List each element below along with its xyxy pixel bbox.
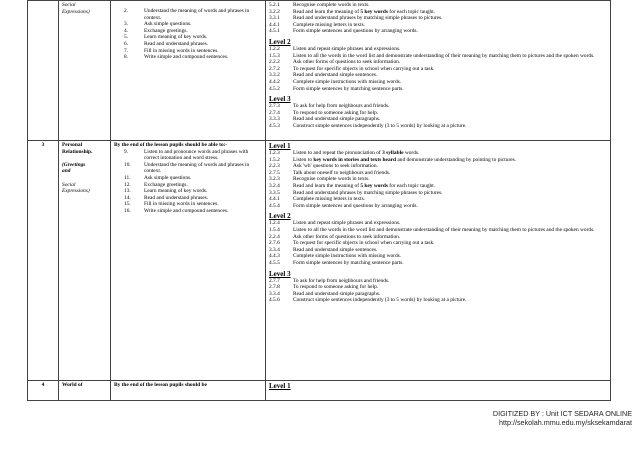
standard-text (293, 240, 607, 247)
standard-text (293, 163, 607, 170)
standard-item (269, 110, 607, 117)
standard-text-main: Construct simple sentences independently (3 to 5 words) by looking at a picture. (293, 122, 467, 129)
week-row (28, 141, 611, 381)
standard-text (293, 86, 607, 93)
standard-text-end: for each topic taught. (387, 8, 436, 15)
standard-text-main: Complete missing letters in texts. (293, 196, 366, 203)
theme-cell (59, 141, 111, 381)
standard-item (269, 260, 607, 267)
standard-keyword: key words in stories and texts heard (313, 156, 397, 163)
objective-number: 11. (124, 174, 131, 181)
standard-item (269, 103, 607, 110)
standard-text (293, 183, 607, 190)
standard-text-main: Complete missing letters in texts. (293, 21, 366, 28)
objective-number: 15. (124, 201, 131, 208)
standard-item (269, 220, 607, 227)
standard-text (293, 103, 607, 110)
standard-text-main: Read and understand simple sentences. (293, 72, 378, 79)
standard-code: 3.3.5 (269, 189, 280, 196)
objective-item (124, 48, 262, 55)
objective-text: Understand the meaning of words and phrases in context. (144, 8, 250, 21)
standard-item (269, 86, 607, 93)
objective-number: 14. (124, 194, 131, 201)
standard-code: 1.5.4 (269, 226, 280, 233)
objective-text: Understand the meaning of words and phrases in context. (144, 161, 250, 175)
standard-item (269, 22, 607, 29)
level-heading: Level 2 (269, 37, 291, 46)
objectives-cell (111, 1, 266, 141)
objectives-list (114, 8, 262, 61)
objectives-list (114, 149, 262, 215)
level-heading: Level 3 (269, 269, 291, 278)
objective-item (124, 34, 262, 41)
standard-text-main: Form simple sentences and questions by arranging words. (293, 202, 418, 209)
theme-line: Personal (62, 142, 83, 148)
standard-text-main: Ask other forms of questions to seek information. (293, 233, 401, 240)
objective-text: Exchange greetings. (144, 27, 188, 34)
standard-code: 4.5.6 (269, 297, 280, 304)
objective-number: 6. (124, 40, 129, 47)
standard-text-main: Read and learn the meaning of (293, 8, 361, 15)
standard-item (269, 240, 607, 247)
standard-text (293, 247, 607, 254)
standard-text-main: Listen to all the words in the word list and demonstrate understanding of their meaning by matching them to pictures and the spoken words. (293, 226, 595, 233)
theme-line: (Greetings (62, 161, 86, 168)
standard-text-end: for each topic taught. (387, 182, 436, 189)
standard-item (269, 163, 607, 170)
standard-item (269, 66, 607, 73)
standard-text-main: Complete simple instructions with missing words. (293, 253, 402, 260)
standard-keyword: 5 key words (360, 182, 388, 189)
standard-code: 1.5.3 (269, 52, 280, 59)
objective-text: Write simple and compound sentences. (144, 54, 229, 61)
week-row (28, 1, 611, 141)
standard-text (293, 66, 607, 73)
objective-item (124, 201, 262, 208)
level-heading: Level 2 (269, 212, 291, 221)
objective-number: 10. (124, 161, 131, 168)
standard-text-main: Talk about oneself to neighbours and friends. (293, 169, 391, 176)
standard-item (269, 227, 607, 234)
week-number: 4 (28, 381, 59, 401)
standard-code: 4.5.1 (269, 28, 280, 35)
standard-text (293, 15, 607, 22)
objective-number: 9. (124, 148, 129, 155)
standard-text-main: To respond to someone asking for help. (293, 284, 379, 291)
objectives-cell (111, 381, 266, 401)
digitized-footer (493, 409, 632, 427)
standard-code: 2.7.8 (269, 284, 280, 291)
standard-code: 3.3.4 (269, 246, 280, 253)
standard-text (293, 284, 607, 291)
standard-text (293, 72, 607, 79)
standard-text-main: To ask for help from neighbours and friends. (293, 277, 390, 284)
standard-text-main: Recognise complete words in texts. (293, 176, 370, 183)
standard-text (293, 110, 607, 117)
standard-item (269, 170, 607, 177)
standard-item (269, 183, 607, 190)
standard-text-main: Listen to and repeat the pronunciation of (293, 150, 383, 156)
standard-text-main: Listen and repeat simple phrases and expressions. (293, 45, 401, 52)
standard-item (269, 297, 607, 304)
standard-item (269, 284, 607, 291)
lesson-plan-table (27, 0, 611, 401)
objective-text: Learn meaning of key words. (144, 188, 208, 195)
objective-number: 12. (124, 181, 131, 188)
standard-code: 2.7.6 (269, 240, 280, 247)
objective-item (124, 41, 262, 48)
objective-number: 8. (124, 54, 129, 61)
theme-line: World of (62, 382, 83, 388)
objective-text: Listen to and pronounce words and phrases with correct intonation and word stress. (144, 148, 249, 162)
standard-text-main: To ask for help from neighbours and friends. (293, 103, 390, 110)
standard-text-main: To request for specific objects in school when carrying out a task. (293, 65, 435, 72)
standard-code: 3.2.4 (269, 182, 280, 189)
theme-line: Expressions) (62, 8, 90, 15)
objective-number: 13. (124, 188, 131, 195)
standard-item (269, 247, 607, 254)
standard-item (269, 116, 607, 123)
standard-code: 3.3.1 (269, 15, 280, 22)
objective-number: 4. (124, 27, 129, 34)
standard-text (293, 297, 607, 304)
learning-standards-cell (266, 1, 611, 141)
objective-number: 7. (124, 47, 129, 54)
standard-text (293, 46, 607, 53)
objective-number: 5. (124, 34, 129, 41)
standard-keyword: 5 key words (360, 8, 388, 15)
standard-item (269, 79, 607, 86)
standard-item (269, 72, 607, 79)
standard-code: 3.2.3 (269, 176, 280, 183)
objective-text: Ask simple questions. (144, 21, 192, 28)
standard-code: 3.3.4 (269, 290, 280, 297)
standard-text (293, 260, 607, 267)
standard-text-main: Read and learn the meaning of (293, 182, 361, 189)
standard-code: 1.5.2 (269, 156, 280, 163)
standard-text (293, 79, 607, 86)
standard-code: 5.2.1 (269, 2, 280, 8)
standard-item (269, 9, 607, 16)
theme-line: Social (62, 181, 76, 188)
standard-text-main: Listen to all the words in the word list and demonstrate understanding of their meaning by matching them to pictures and the spoken words. (293, 52, 595, 59)
objective-item (124, 208, 262, 215)
objective-text: Learn meaning of key words. (144, 34, 208, 41)
theme-line: Social (62, 2, 76, 8)
standard-text-main: Construct simple sentences independently (3 to 5 words) by looking at a picture. (293, 297, 467, 304)
standard-text (293, 28, 607, 35)
standard-code: 1.2.2 (269, 45, 280, 52)
standard-item (269, 176, 607, 183)
standard-text-main: Ask 'wh' questions to seek information. (293, 163, 378, 170)
week-number (28, 1, 59, 141)
standard-text-main: Read and understand simple paragraphs. (293, 116, 381, 123)
standard-item (269, 203, 607, 210)
standard-code: 2.2.2 (269, 59, 280, 66)
objective-item (124, 188, 262, 195)
objectives-heading: By the end of the lesson pupils should be (114, 382, 207, 388)
theme-line (62, 175, 107, 182)
objective-text: Ask simple questions. (144, 174, 192, 181)
standard-text-main: Complete simple instructions with missing words. (293, 78, 402, 85)
standard-code: 4.4.1 (269, 196, 280, 203)
standard-text (293, 150, 607, 157)
standard-text (293, 2, 607, 9)
level-heading: Level 1 (269, 142, 291, 150)
week-row (28, 381, 611, 401)
theme-line: Expressions) (62, 188, 90, 195)
lesson-plan-rows (28, 1, 611, 401)
standard-item (269, 190, 607, 197)
standard-text-main: Read and understand simple sentences. (293, 246, 378, 253)
learning-standards-cell (266, 141, 611, 381)
standard-text-main: Form simple sentences by matching sentence parts. (293, 85, 404, 92)
standard-code: 4.5.5 (269, 259, 280, 266)
standard-text (293, 190, 607, 197)
week-number: 3 (28, 141, 59, 381)
theme-line: Relationship. (62, 148, 93, 155)
level-heading: Level 1 (269, 382, 291, 390)
objective-text: Read and understand phrases. (144, 194, 209, 201)
standard-code: 2.7.2 (269, 65, 280, 72)
objective-item (124, 195, 262, 202)
standard-item (269, 2, 607, 9)
standard-item (269, 28, 607, 35)
standard-code: 4.5.2 (269, 85, 280, 92)
objective-text: Fill in missing words in sentences. (144, 201, 219, 208)
learning-standards-cell (266, 381, 611, 401)
standard-code: 4.5.4 (269, 202, 280, 209)
objective-item (124, 8, 262, 21)
objective-number: 16. (124, 207, 131, 214)
standard-code: 1.2.4 (269, 220, 280, 227)
theme-line (62, 155, 107, 162)
standard-item (269, 150, 607, 157)
standard-text (293, 123, 607, 130)
standard-code: 4.5.3 (269, 122, 280, 129)
standard-text-main: Ask other forms of questions to seek information. (293, 59, 401, 66)
standard-code: 3.3.3 (269, 116, 280, 123)
standard-text (293, 220, 607, 227)
standard-code: 3.2.2 (269, 8, 280, 15)
standard-text-main: Recognise complete words in texts. (293, 2, 370, 8)
standard-code: 1.2.3 (269, 150, 280, 156)
standard-code: 2.2.3 (269, 163, 280, 170)
standard-text (293, 196, 607, 203)
standard-text-main: Form simple sentences and questions by arranging words. (293, 28, 418, 35)
standard-text-main: To request for specific objects in school when carrying out a task. (293, 240, 435, 247)
theme-cell (59, 381, 111, 401)
standard-text-end: and demonstrate understanding by pointing to pictures. (396, 156, 517, 163)
objectives-cell (111, 141, 266, 381)
standard-text-main: Read and understand phrases by matching simple phrases to pictures. (293, 15, 443, 22)
standard-text (293, 22, 607, 29)
standard-text (293, 116, 607, 123)
standard-item (269, 123, 607, 130)
standard-text-main: Listen to (293, 156, 314, 163)
objective-text: Fill in missing words in sentences. (144, 47, 219, 54)
standard-code: 4.4.1 (269, 21, 280, 28)
standard-text (293, 59, 607, 66)
objectives-heading: By the end of the lesson pupils should be able to:- (114, 142, 228, 148)
footer-credit: DIGITIZED BY : Unit ICT SEDARA ONLINE (492, 409, 632, 418)
standard-text-main: Read and understand phrases by matching simple phrases to pictures. (293, 189, 443, 196)
standard-text-main: Read and understand simple paragraphs. (293, 290, 381, 297)
standard-text (293, 253, 607, 260)
standard-code: 2.7.5 (269, 169, 280, 176)
standard-code: 2.7.3 (269, 103, 280, 110)
standard-text-main: To respond to someone asking for help. (293, 109, 379, 116)
standard-text-main: Form simple sentences by matching sentence parts. (293, 259, 404, 266)
objective-item (124, 162, 262, 175)
standard-text-end: words. (403, 150, 420, 156)
standard-code: 4.4.2 (269, 78, 280, 85)
objective-text: Exchange greetings. (144, 181, 188, 188)
level-heading: Level 3 (269, 95, 291, 104)
standard-code: 3.3.2 (269, 72, 280, 79)
objective-number: 3. (124, 21, 129, 28)
standard-text (293, 203, 607, 210)
objective-item (124, 21, 262, 28)
objective-item (124, 175, 262, 182)
standard-keyword: 3 syllable (382, 150, 404, 156)
standard-text (293, 9, 607, 16)
objective-item (124, 54, 262, 61)
theme-cell (59, 1, 111, 141)
standard-item (269, 15, 607, 22)
standard-text (293, 170, 607, 177)
standard-text (293, 227, 607, 234)
standard-item (269, 253, 607, 260)
footer-url[interactable]: http://sekolah.mmu.edu.my/sksekamdarat (498, 418, 632, 427)
objective-number: 2. (124, 8, 129, 14)
standard-code: 2.7.7 (269, 277, 280, 284)
standard-code: 2.2.4 (269, 233, 280, 240)
objective-text: Read and understand phrases. (144, 40, 209, 47)
standard-code: 4.4.3 (269, 253, 280, 260)
standard-code: 2.7.4 (269, 109, 280, 116)
objective-text: Write simple and compound sentences. (144, 207, 229, 214)
standard-text (293, 176, 607, 183)
theme-line: and (62, 168, 71, 175)
standard-item (269, 59, 607, 66)
standard-text-main: Listen and repeat simple phrases and expressions. (293, 220, 401, 227)
standard-item (269, 46, 607, 53)
standard-item (269, 196, 607, 203)
objective-item (124, 149, 262, 162)
